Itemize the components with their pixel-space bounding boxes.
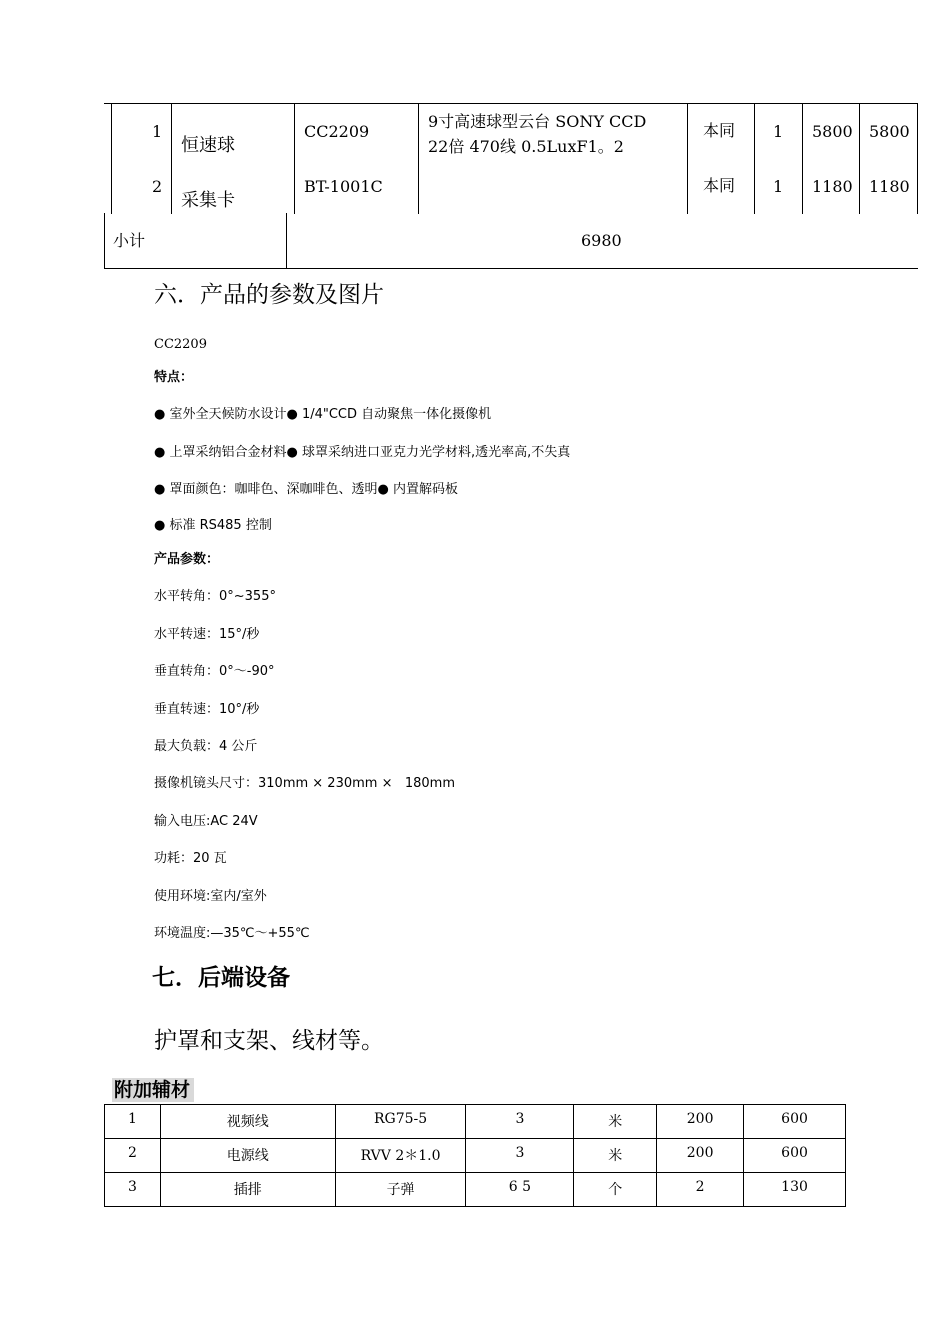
row2-qty: 1 [773, 177, 784, 196]
feature-item: ● 标准 RS485 控制 [154, 518, 272, 533]
row1-desc-line2: 22倍 470线 0.5LuxF1。2 [428, 137, 624, 156]
acc-cell: 3 [466, 1105, 574, 1139]
param-item: 环境温度:—35℃～+55℃ [154, 926, 310, 941]
row1-price: 5800 [812, 122, 853, 141]
acc-cell: 2 [105, 1139, 161, 1173]
subtotal-label: 小计 [113, 231, 146, 250]
param-item: 水平转角：0°~355° [154, 589, 276, 604]
param-item: 功耗：20 瓦 [154, 851, 227, 866]
acc-cell: 2 [657, 1173, 744, 1207]
acc-cell: 3 [105, 1173, 161, 1207]
row1-desc-line1: 9寸高速球型云台 SONY CCD [428, 112, 647, 131]
acc-cell: 插排 [160, 1173, 335, 1207]
param-item: 摄像机镜头尺寸：310mm × 230mm × 180mm [154, 776, 455, 791]
acc-cell: 个 [574, 1173, 657, 1207]
row1-name: 恒速球 [181, 135, 235, 156]
acc-cell: 6 5 [466, 1173, 574, 1207]
acc-cell: 电源线 [160, 1139, 335, 1173]
acc-cell: 130 [744, 1173, 846, 1207]
acc-cell: RG75-5 [335, 1105, 466, 1139]
params-label: 产品参数： [154, 552, 220, 567]
row1-brand: 本同 [703, 121, 736, 140]
acc-cell: RVV 2＊1.0 [335, 1139, 466, 1173]
param-item: 最大负载：4 公斤 [154, 739, 258, 754]
row2-price: 1180 [812, 177, 853, 196]
feature-item: ● 上罩采纳铝合金材料● 球罩采纳进口亚克力光学材料,透光率高,不失真 [154, 445, 571, 460]
acc-cell: 米 [574, 1105, 657, 1139]
param-item: 垂直转速：10°/秒 [154, 702, 260, 717]
row2-model: BT-1001C [304, 177, 383, 196]
acc-cell: 600 [744, 1105, 846, 1139]
acc-cell: 子弹 [335, 1173, 466, 1207]
row2-brand: 本同 [703, 176, 736, 195]
row1-total: 5800 [869, 122, 910, 141]
row2-name: 采集卡 [181, 190, 235, 211]
row1-qty: 1 [773, 122, 784, 141]
row1-model: CC2209 [304, 122, 370, 141]
acc-cell: 米 [574, 1139, 657, 1173]
feature-item: ● 室外全天候防水设计● 1/4"CCD 自动聚焦一体化摄像机 [154, 407, 492, 422]
param-item: 水平转速：15°/秒 [154, 627, 260, 642]
section7-heading: 七．后端设备 [152, 965, 290, 991]
subtotal-value: 6980 [581, 231, 622, 250]
acc-cell: 3 [466, 1139, 574, 1173]
table-row [105, 1139, 846, 1173]
param-item: 输入电压:AC 24V [154, 814, 258, 829]
product-model: CC2209 [154, 337, 207, 352]
row2-no: 2 [152, 177, 163, 196]
row1-no: 1 [152, 122, 163, 141]
accessories-table [104, 1104, 846, 1207]
param-item: 垂直转角：0°～-90° [154, 664, 275, 679]
feature-item: ● 罩面颜色：咖啡色、深咖啡色、透明● 内置解码板 [154, 482, 458, 497]
acc-cell: 200 [657, 1139, 744, 1173]
section7-body: 护罩和支架、线材等。 [154, 1028, 384, 1054]
param-item: 使用环境:室内/室外 [154, 889, 267, 904]
acc-cell: 600 [744, 1139, 846, 1173]
acc-cell: 1 [105, 1105, 161, 1139]
acc-cell: 200 [657, 1105, 744, 1139]
row2-total: 1180 [869, 177, 910, 196]
accessories-title: 附加辅材 [112, 1078, 194, 1102]
section6-heading: 六．产品的参数及图片 [154, 282, 384, 308]
table-row [105, 1105, 846, 1139]
table-row [105, 1173, 846, 1207]
features-label: 特点： [154, 370, 194, 385]
acc-cell: 视频线 [160, 1105, 335, 1139]
